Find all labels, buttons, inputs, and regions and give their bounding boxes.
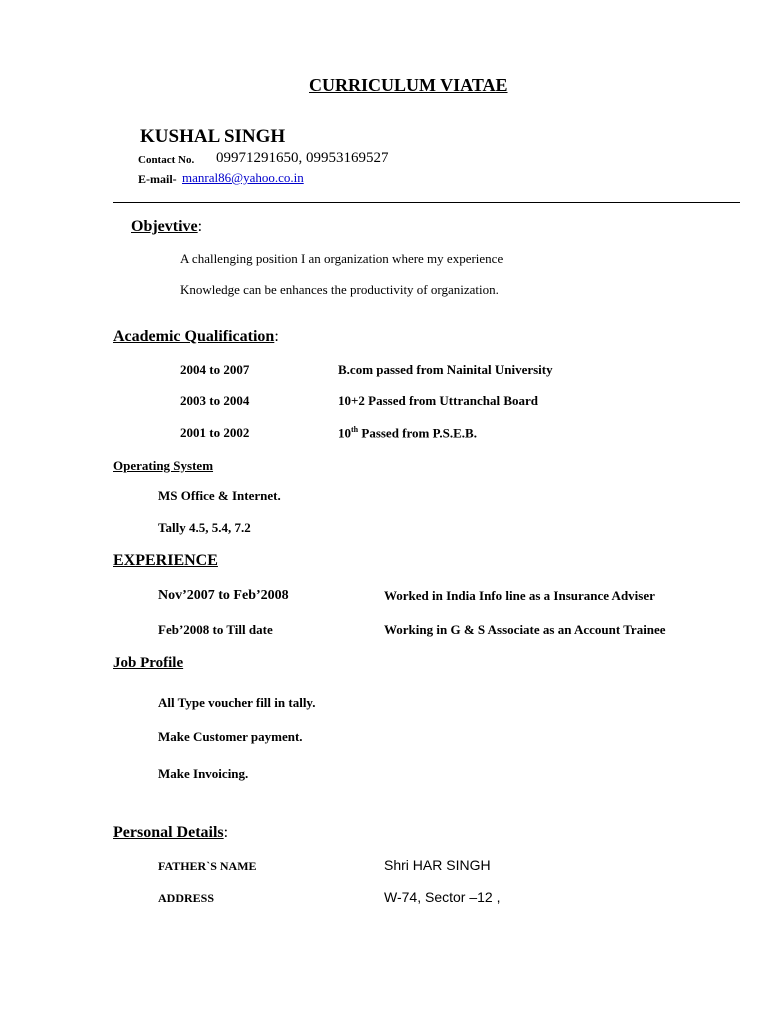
candidate-name: KUSHAL SINGH <box>140 126 286 147</box>
experience-heading: EXPERIENCE <box>113 552 218 569</box>
objective-line-2: Knowledge can be enhances the productivity of organization. <box>180 282 499 297</box>
experience-row-2-detail: Working in G & S Associate as an Account Trainee <box>384 622 666 637</box>
academic-row-1-detail: B.com passed from Nainital University <box>338 362 553 377</box>
father-name-value: Shri HAR SINGH <box>384 857 491 873</box>
contact-label: Contact No. <box>138 154 195 166</box>
email-link[interactable]: manral86@yahoo.co.in <box>182 170 304 185</box>
experience-row-1-detail: Worked in India Info line as a Insurance Adviser <box>384 588 655 603</box>
experience-row-1-period: Nov’2007 to Feb’2008 <box>158 588 289 603</box>
academic-row-2-detail: 10+2 Passed from Uttranchal Board <box>338 393 538 408</box>
academic-row-2-years: 2003 to 2004 <box>180 393 250 408</box>
job-profile-heading: Job Profile <box>113 655 184 671</box>
os-item-2: Tally 4.5, 5.4, 7.2 <box>158 520 251 535</box>
document-title <box>309 75 524 96</box>
objective-heading-colon: : <box>197 218 203 235</box>
job-item-3: Make Invoicing. <box>158 766 249 781</box>
academic-row-3-years: 2001 to 2002 <box>180 425 250 440</box>
father-name-label: FATHER`S NAME <box>158 859 257 873</box>
email-label: E-mail- <box>138 172 177 186</box>
address-label: ADDRESS <box>158 891 215 905</box>
academic-heading-text: Academic Qualification <box>113 328 275 345</box>
job-item-2: Make Customer payment. <box>158 729 303 744</box>
academic-heading-colon: : <box>274 328 279 345</box>
address-value: W-74, Sector –12 , <box>384 889 501 905</box>
os-item-1: MS Office & Internet. <box>158 488 281 503</box>
personal-heading-colon: : <box>223 824 229 841</box>
personal-heading <box>113 824 228 842</box>
header-divider <box>113 202 740 203</box>
contact-numbers: 09971291650, 09953169527 <box>216 150 389 166</box>
objective-line-1: A challenging position I an organization where my experience <box>180 251 504 266</box>
operating-system-heading: Operating System <box>113 458 214 473</box>
experience-row-2-period: Feb’2008 to Till date <box>158 622 273 637</box>
title-text: CURRICULUM VIATAE <box>309 75 508 95</box>
objective-heading <box>113 218 202 236</box>
academic-heading <box>113 328 279 346</box>
academic-row-3-detail: 10th Passed from P.S.E.B. <box>338 425 477 441</box>
personal-heading-text: Personal Details <box>113 824 224 841</box>
job-item-1: All Type voucher fill in tally. <box>158 695 316 710</box>
objective-heading-text: Objevtive <box>131 218 198 235</box>
academic-row-1-years: 2004 to 2007 <box>180 362 250 377</box>
